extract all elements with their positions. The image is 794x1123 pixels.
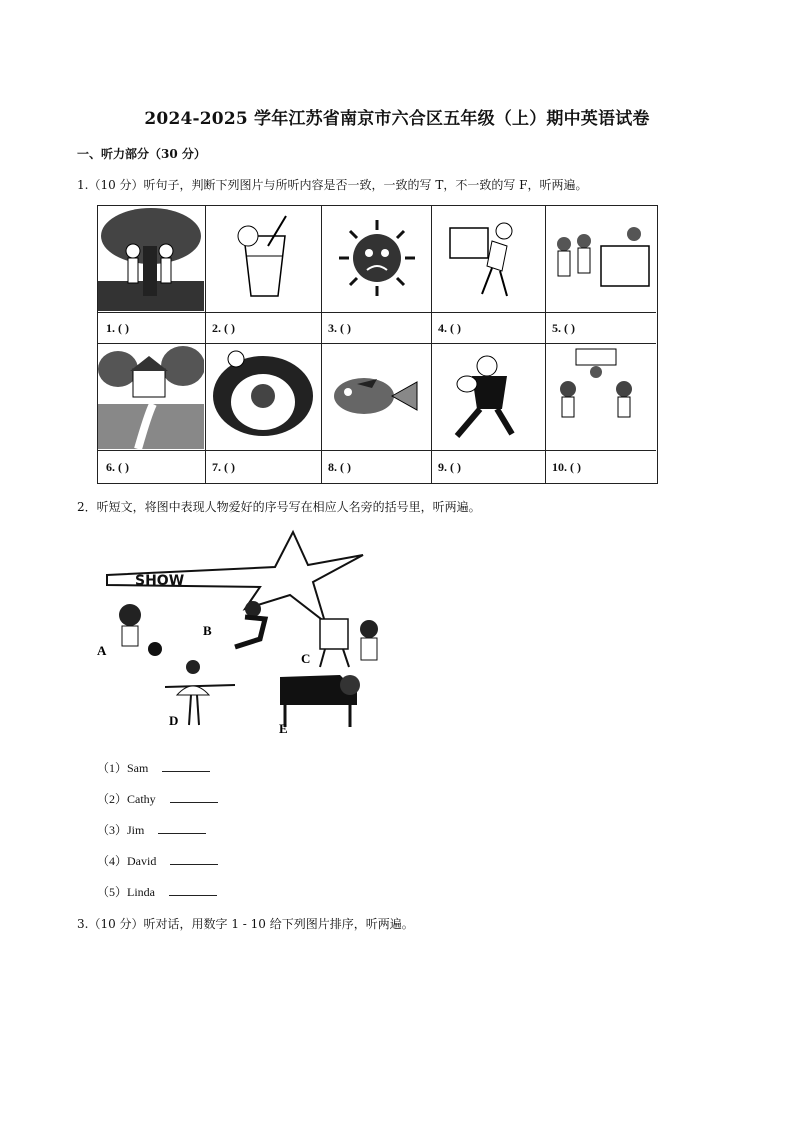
answer-cell-2 [206,313,322,344]
answer-blank-david[interactable] [170,853,218,865]
question-3-text: 3.（10 分）听对话，用数字 1 - 10 给下列图片排序，听两遍。 [77,917,414,931]
children-at-piano-picture [546,206,654,311]
question-1-text: 1.（10 分）听句子，判断下列图片与所听内容是否一致，一致的写 T，不一致的写 F，听两遍。 [77,178,588,192]
answer-label-8[interactable]: 8. ( ) [328,460,351,474]
name-label-cathy: （2）Cathy [97,792,156,806]
picture-cell-9 [432,344,546,451]
name-label-jim: （3）Jim [97,823,145,837]
question-1-picture-grid [97,205,658,484]
letter-c: C [301,651,311,666]
picture-cell-2 [206,206,322,313]
name-row-jim [97,821,206,838]
basketball-players-picture [546,344,654,449]
answer-cell-9 [432,451,546,483]
answer-label-5[interactable]: 5. ( ) [552,321,575,335]
answer-label-9[interactable]: 9. ( ) [438,460,461,474]
strong-sailor-picture [432,344,544,449]
answer-label-1[interactable]: 1. ( ) [106,321,129,335]
letter-b: B [203,623,212,638]
answer-cell-6 [98,451,206,483]
answer-label-6[interactable]: 6. ( ) [106,460,129,474]
answer-cell-4 [432,313,546,344]
picture-cell-10 [546,344,656,451]
tree-with-children-picture [98,206,204,311]
picture-cell-4 [432,206,546,313]
answer-blank-jim[interactable] [158,822,206,834]
picture-cell-5 [546,206,656,313]
fish-picture [322,344,430,449]
letter-e: E [279,721,288,736]
name-label-david: （4）David [97,854,157,868]
show-banner-logo-text: SHOW [135,573,185,589]
name-row-linda [97,883,217,900]
picture-cell-8 [322,344,432,451]
answer-blank-sam[interactable] [162,760,210,772]
answer-cell-3 [322,313,432,344]
answer-cell-1 [98,313,206,344]
answer-label-3[interactable]: 3. ( ) [328,321,351,335]
letter-a: A [97,643,107,658]
sad-sun-picture [322,206,430,311]
picture-cell-7 [206,344,322,451]
name-label-sam: （1）Sam [97,761,149,775]
hobbies-show-illustration [95,527,395,742]
section-heading-listening: 一、听力部分（30 分） [77,147,206,161]
picture-cell-3 [322,206,432,313]
name-label-linda: （5）Linda [97,885,155,899]
dreaming-girl-picture [206,344,320,449]
page-title: 2024-2025 学年江苏省南京市六合区五年级（上）期中英语试卷 [144,109,650,129]
answer-label-2[interactable]: 2. ( ) [212,321,235,335]
juice-glass-picture [206,206,320,311]
house-garden-picture [98,344,204,449]
name-row-sam [97,759,210,776]
picture-cell-1 [98,206,206,313]
answer-blank-cathy[interactable] [170,791,218,803]
picture-cell-6 [98,344,206,451]
person-carrying-box-picture [432,206,544,311]
answer-label-10[interactable]: 10. ( ) [552,460,581,474]
letter-d: D [169,713,179,728]
name-row-cathy [97,790,218,807]
answer-cell-7 [206,451,322,483]
answer-label-7[interactable]: 7. ( ) [212,460,235,474]
answer-cell-8 [322,451,432,483]
answer-cell-5 [546,313,656,344]
answer-label-4[interactable]: 4. ( ) [438,321,461,335]
answer-blank-linda[interactable] [169,884,217,896]
name-row-david [97,852,218,869]
answer-cell-10 [546,451,656,483]
question-2-text: 2．听短文，将图中表现人物爱好的序号写在相应人名旁的括号里，听两遍。 [77,500,481,514]
